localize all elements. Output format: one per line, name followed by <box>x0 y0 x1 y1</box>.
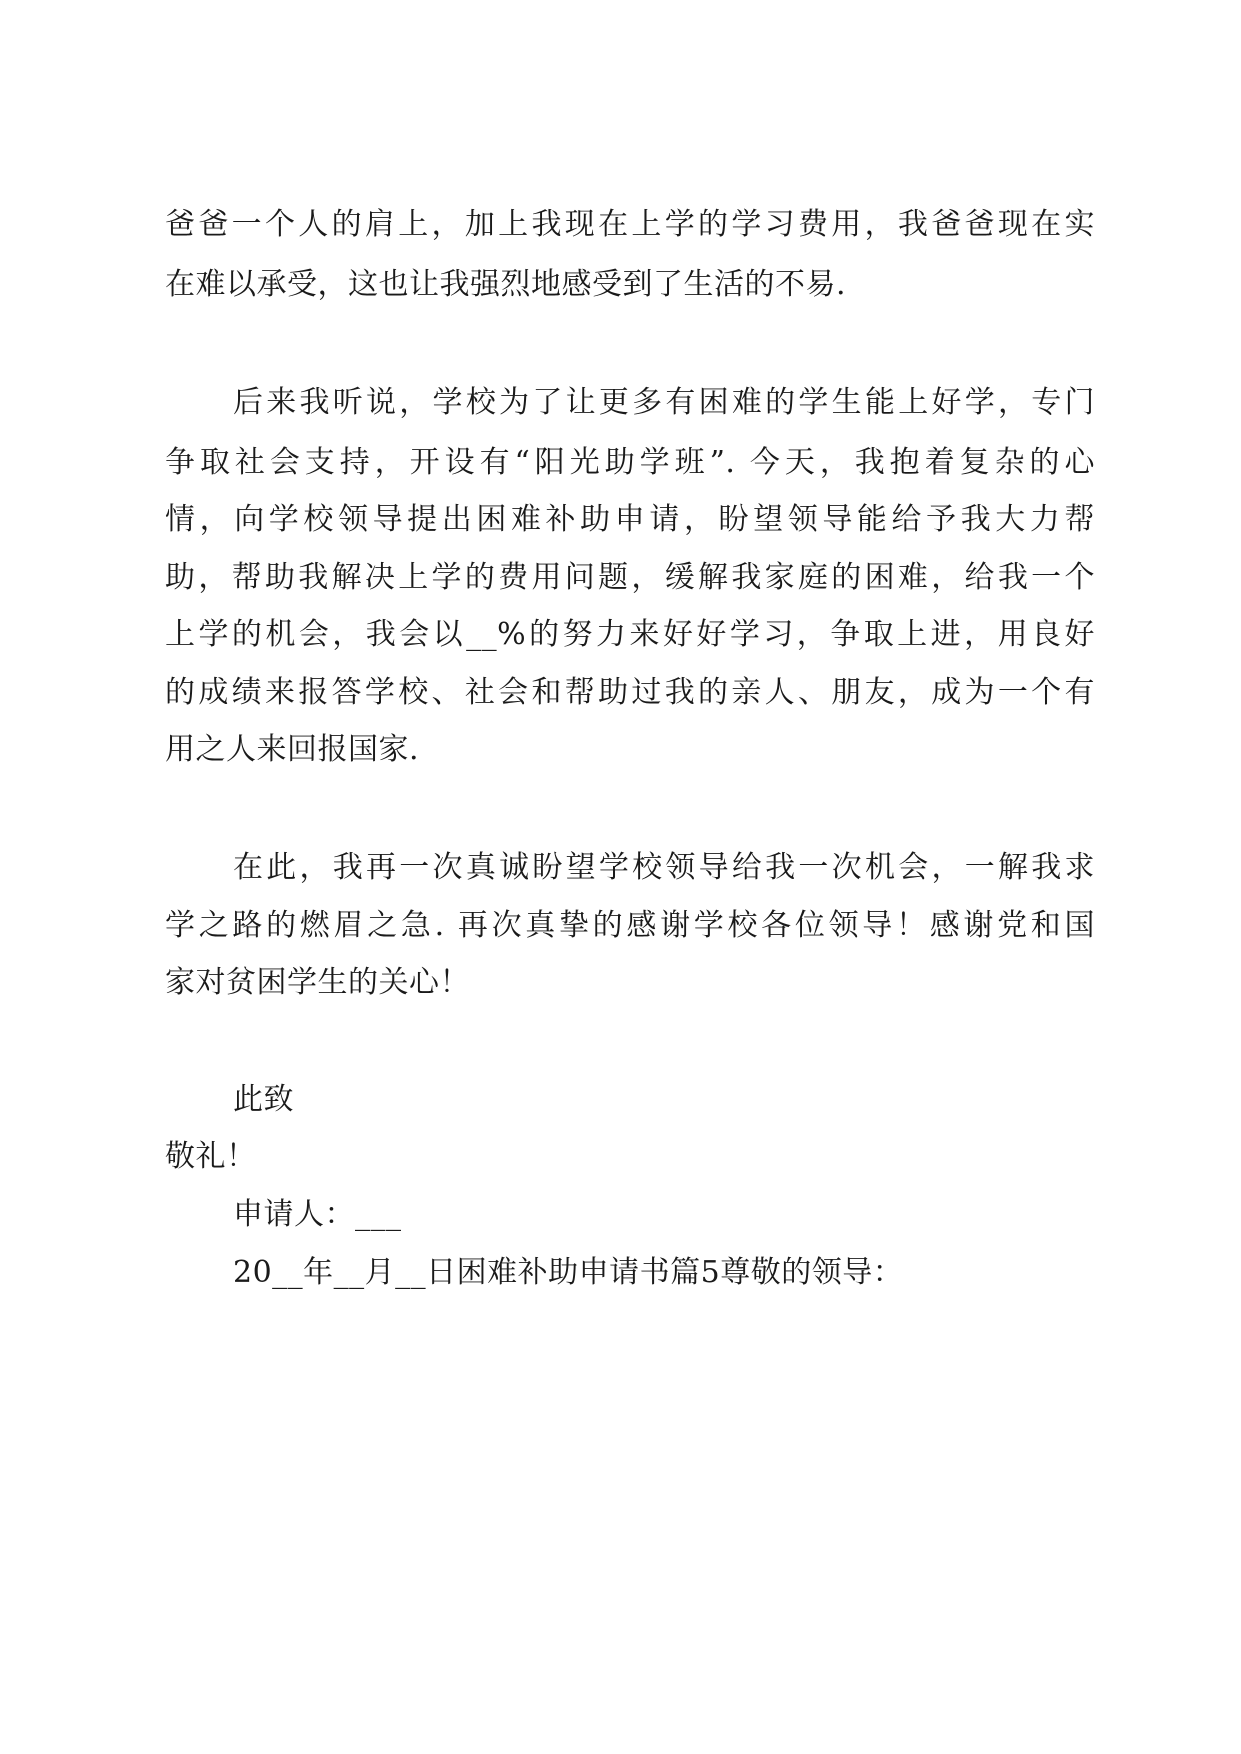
closing-salutation: 此致 <box>233 1082 294 1117</box>
date-and-next-title-line: 20__年__月__日困难补助申请书篇5尊敬的领导： <box>233 1255 904 1290</box>
paragraph-2-line-6: 的成绩来报答学校、社会和帮助过我的亲人、朋友，成为一个有 <box>165 675 1095 710</box>
closing-regards: 敬礼！ <box>165 1139 257 1174</box>
paragraph-3-line-3: 家对贫困学生的关心！ <box>165 965 470 1000</box>
paragraph-3-line-1: 在此，我再一次真诚盼望学校领导给我一次机会，一解我求 <box>233 850 1095 885</box>
paragraph-2-line-1: 后来我听说，学校为了让更多有困难的学生能上好学，专门 <box>233 385 1095 420</box>
paragraph-1-line-1: 爸爸一个人的肩上，加上我现在上学的学习费用，我爸爸现在实 <box>165 207 1095 242</box>
paragraph-2-line-7: 用之人来回报国家. <box>165 732 420 767</box>
paragraph-2-line-5: 上学的机会，我会以__%的努力来好好学习，争取上进，用良好 <box>165 617 1095 652</box>
paragraph-1-line-2: 在难以承受，这也让我强烈地感受到了生活的不易. <box>165 267 847 302</box>
paragraph-2-line-3: 情，向学校领导提出困难补助申请，盼望领导能给予我大力帮 <box>165 502 1095 537</box>
applicant-signature-line: 申请人：___ <box>233 1197 402 1232</box>
paragraph-2-line-4: 助，帮助我解决上学的费用问题，缓解我家庭的困难，给我一个 <box>165 560 1095 595</box>
paragraph-2-line-2: 争取社会支持，开设有“阳光助学班”. 今天，我抱着复杂的心 <box>165 445 1095 480</box>
paragraph-3-line-2: 学之路的燃眉之急. 再次真挚的感谢学校各位领导！感谢党和国 <box>165 908 1095 943</box>
